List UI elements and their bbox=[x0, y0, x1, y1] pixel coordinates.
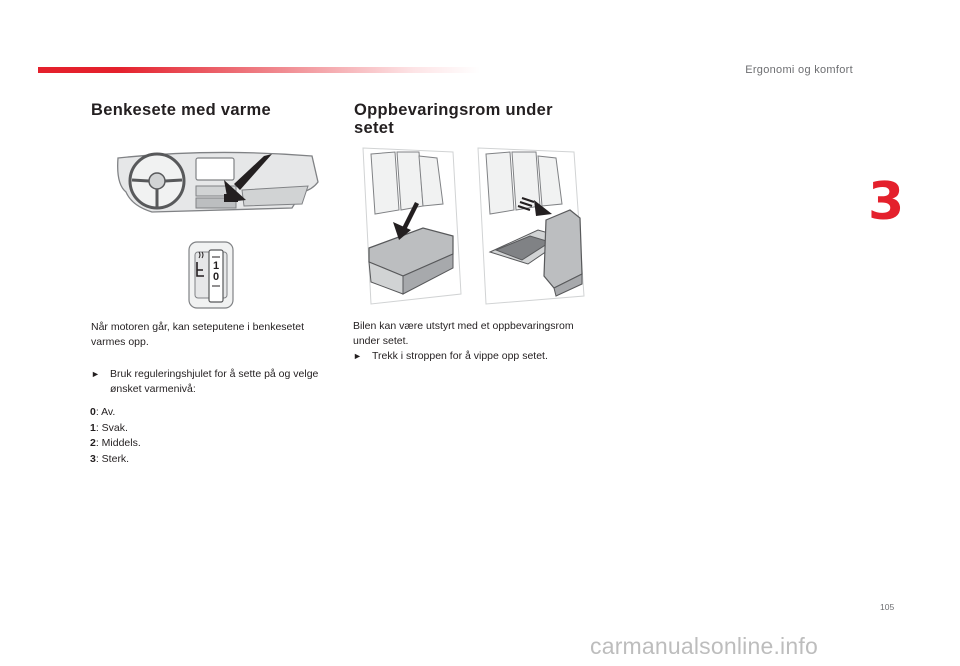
dial-mark-1: 1 bbox=[212, 260, 220, 272]
page-number: 105 bbox=[880, 602, 895, 612]
heat-level-list bbox=[90, 405, 141, 467]
chapter-color-bar bbox=[38, 67, 480, 73]
heated-bench-intro: Når motoren går, kan seteputene i benkesetet varmes opp. bbox=[91, 321, 305, 348]
heating-dial-illustration bbox=[187, 240, 235, 310]
heated-bench-bullet bbox=[91, 367, 321, 397]
storage-bullet-text: Trekk i stroppen for å vippe opp setet. bbox=[372, 350, 548, 362]
heated-bench-bullet-text: Bruk reguleringshjulet for å sette på og velge ønsket varmenivå: bbox=[110, 368, 319, 395]
storage-bullet bbox=[353, 349, 598, 364]
watermark: carmanualsonline.info bbox=[590, 633, 818, 659]
heat-level-0: 0: Av. bbox=[90, 406, 116, 418]
chapter-number: 3 bbox=[868, 172, 905, 232]
dial-mark-0: 0 bbox=[212, 271, 220, 283]
heat-level-1: 1: Svak. bbox=[90, 421, 128, 434]
seat-storage-illustration-open bbox=[470, 144, 590, 310]
arrow-bullet-icon: ► bbox=[353, 351, 362, 361]
arrow-bullet-icon: ► bbox=[91, 369, 100, 379]
dashboard-illustration bbox=[112, 146, 322, 216]
section-title-heated-bench: Benkesete med varme bbox=[91, 101, 271, 119]
section-title-under-seat-storage: Oppbevaringsrom under setet bbox=[354, 101, 553, 137]
chapter-title: Ergonomi og komfort bbox=[745, 64, 853, 76]
storage-intro: Bilen kan være utstyrt med et oppbevaringsrom under setet. bbox=[353, 320, 574, 347]
heat-level-3: 3: Sterk. bbox=[90, 452, 130, 465]
seat-storage-illustration-closed bbox=[353, 144, 465, 310]
heat-level-2: 2: Middels. bbox=[90, 437, 141, 449]
